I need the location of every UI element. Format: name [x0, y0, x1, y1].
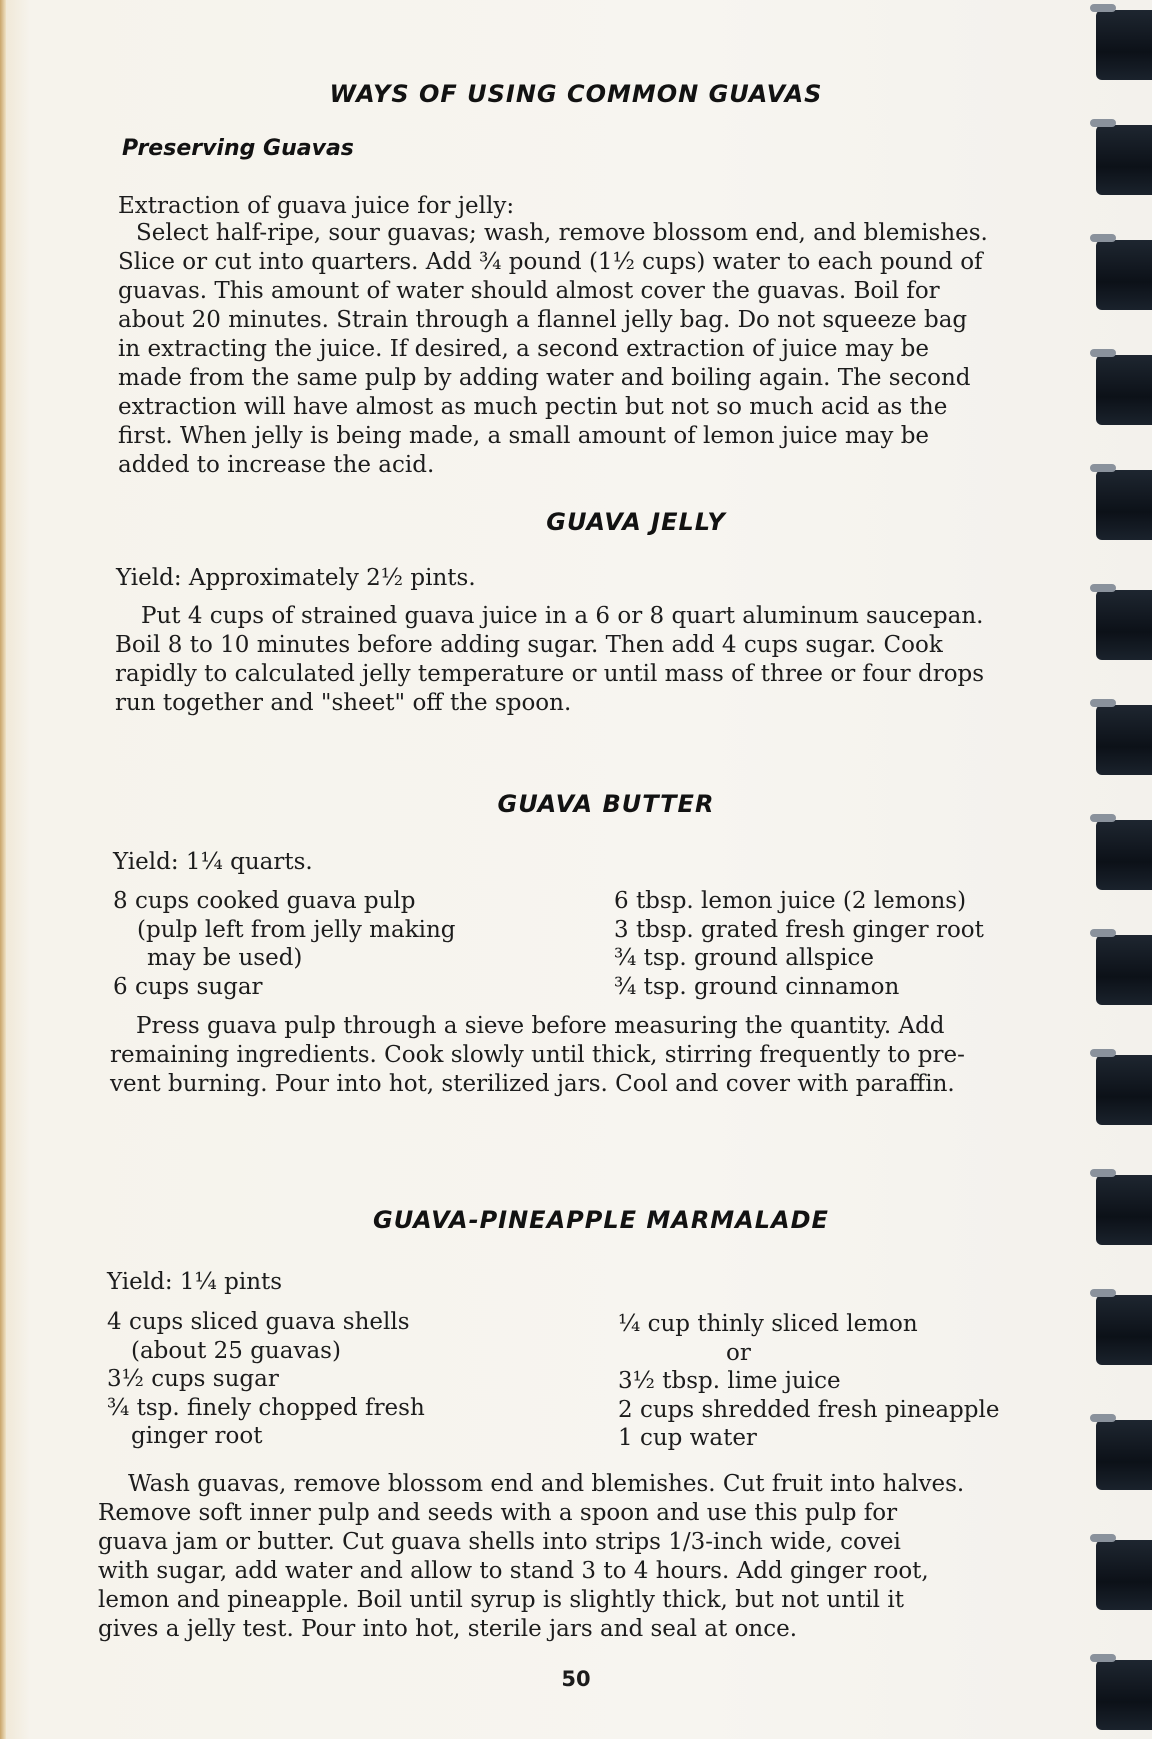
marmalade-ingredients-right	[618, 1310, 999, 1453]
paragraph-line: guava jam or butter. Cut guava shells into strips 1/3-inch wide, covei	[98, 1529, 901, 1555]
guava-butter-ingredients-left	[113, 887, 456, 1001]
binding-coil	[1096, 240, 1152, 310]
paragraph-line: Wash guavas, remove blossom end and blemishes. Cut fruit into halves.	[128, 1471, 965, 1497]
paragraph-line: Slice or cut into quarters. Add ¾ pound (1½ cups) water to each pound of	[118, 249, 983, 275]
ingredient-item: 6 tbsp. lemon juice (2 lemons)	[614, 888, 967, 914]
ingredient-item: 3½ tbsp. lime juice	[618, 1368, 841, 1394]
binding-coil	[1096, 705, 1152, 775]
ingredient-item: 1 cup water	[618, 1425, 757, 1451]
preserving-paragraph	[118, 219, 988, 480]
section-title-guava-jelly: GUAVA JELLY	[546, 508, 726, 536]
paragraph-line: run together and "sheet" off the spoon.	[115, 690, 572, 716]
paragraph-line: gives a jelly test. Pour into hot, sterile jars and seal at once.	[98, 1616, 798, 1642]
ingredient-item: ¾ tsp. ground cinnamon	[614, 973, 900, 1000]
ingredient-item: (pulp left from jelly making	[137, 916, 456, 943]
guava-jelly-paragraph	[115, 602, 984, 718]
ingredient-item: ¾ tsp. finely chopped fresh	[107, 1394, 425, 1421]
page-number: 50	[561, 1667, 591, 1691]
guava-butter-ingredients-right	[614, 887, 984, 1001]
paragraph-line: Put 4 cups of strained guava juice in a 6 or 8 quart aluminum saucepan.	[141, 603, 984, 629]
binding-coil	[1096, 590, 1152, 660]
binding-coil	[1096, 820, 1152, 890]
paragraph-line: vent burning. Pour into hot, sterilized jars. Cool and cover with paraffin.	[110, 1071, 955, 1097]
paragraph-line: made from the same pulp by adding water and boiling again. The second	[118, 365, 971, 391]
paragraph-line: with sugar, add water and allow to stand 3 to 4 hours. Add ginger root,	[98, 1558, 929, 1584]
binding-coil	[1096, 1420, 1152, 1490]
page-edge	[0, 0, 6, 1739]
binding-coil	[1096, 125, 1152, 195]
section-title-preserving: Preserving Guavas	[122, 136, 354, 161]
paragraph-line: about 20 minutes. Strain through a flannel jelly bag. Do not squeeze bag	[118, 307, 968, 333]
guava-jelly-yield: Yield: Approximately 2½ pints.	[116, 565, 476, 591]
spiral-binding	[1082, 0, 1152, 1739]
ingredient-item: 2 cups shredded fresh pineapple	[618, 1396, 1000, 1423]
section-title-marmalade: GUAVA-PINEAPPLE MARMALADE	[373, 1206, 829, 1234]
ingredient-item: (about 25 guavas)	[131, 1337, 341, 1364]
paragraph-line: Press guava pulp through a sieve before measuring the quantity. Add	[136, 1013, 945, 1039]
binding-coil	[1096, 355, 1152, 425]
paragraph-line: Remove soft inner pulp and seeds with a spoon and use this pulp for	[98, 1500, 898, 1526]
paragraph-line: in extracting the juice. If desired, a second extraction of juice may be	[118, 336, 930, 362]
marmalade-ingredients-left	[107, 1308, 425, 1451]
ingredient-item: ¼ cup thinly sliced lemon	[618, 1311, 918, 1337]
ingredient-item: 3½ cups sugar	[107, 1366, 279, 1392]
ingredient-item: 8 cups cooked guava pulp	[113, 888, 416, 914]
guava-butter-yield: Yield: 1¼ quarts.	[113, 849, 313, 875]
guava-butter-paragraph	[110, 1012, 965, 1099]
paragraph-line: rapidly to calculated jelly temperature or until mass of three or four drops	[115, 661, 985, 687]
ingredient-item: 4 cups sliced guava shells	[107, 1309, 410, 1335]
paragraph-line: added to increase the acid.	[118, 452, 435, 478]
ingredient-item: 3 tbsp. grated fresh ginger root	[614, 916, 984, 943]
paragraph-line: first. When jelly is being made, a small amount of lemon juice may be	[118, 423, 930, 449]
ingredient-item: ¾ tsp. ground allspice	[614, 945, 875, 971]
binding-coil	[1096, 935, 1152, 1005]
paragraph-line: extraction will have almost as much pectin but not so much acid as the	[118, 394, 948, 420]
paragraph-line: remaining ingredients. Cook slowly until thick, stirring frequently to pre-	[110, 1042, 965, 1068]
binding-coil	[1096, 1055, 1152, 1125]
ingredient-item: or	[726, 1339, 751, 1366]
binding-coil	[1096, 1540, 1152, 1610]
ingredient-item: may be used)	[147, 945, 303, 971]
binding-coil	[1096, 10, 1152, 80]
page-title: WAYS OF USING COMMON GUAVAS	[329, 80, 823, 108]
paragraph-line: Select half-ripe, sour guavas; wash, remove blossom end, and blemishes.	[136, 220, 988, 246]
paragraph-line: Boil 8 to 10 minutes before adding sugar. Then add 4 cups sugar. Cook	[115, 632, 943, 658]
section-title-guava-butter: GUAVA BUTTER	[497, 790, 715, 818]
preserving-lead: Extraction of guava juice for jelly:	[118, 193, 515, 219]
ingredient-item: ginger root	[131, 1423, 263, 1449]
paragraph-line: guavas. This amount of water should almost cover the guavas. Boil for	[118, 278, 940, 304]
marmalade-yield: Yield: 1¼ pints	[107, 1269, 283, 1295]
paragraph-line: lemon and pineapple. Boil until syrup is slightly thick, but not until it	[98, 1587, 904, 1613]
binding-coil	[1096, 1295, 1152, 1365]
marmalade-paragraph	[98, 1470, 964, 1644]
ingredient-item: 6 cups sugar	[113, 973, 263, 1000]
